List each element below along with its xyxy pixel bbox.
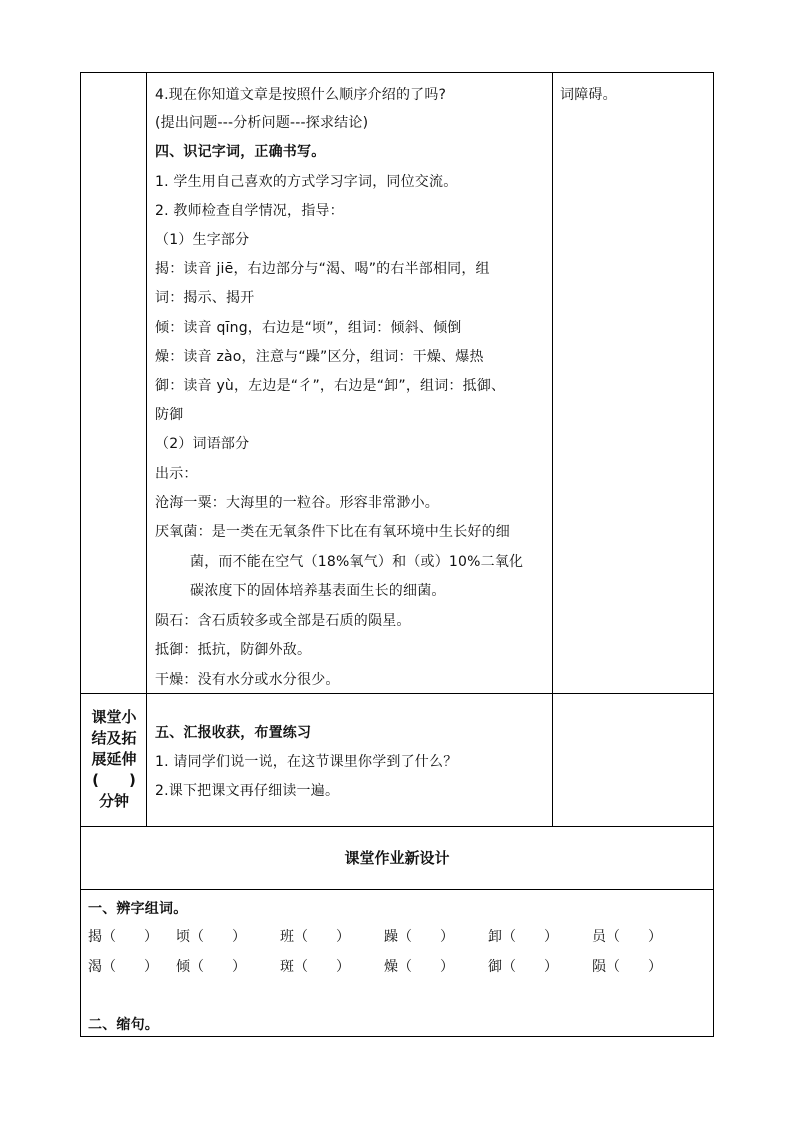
body-line: 1. 请同学们说一说，在这节课里你学到了什么？: [155, 754, 458, 770]
row-divider-top: [80, 72, 714, 73]
exercise-item: 躁（ ）: [384, 929, 454, 945]
exercise-item: 陨（ ）: [592, 959, 662, 975]
right-column-note: 词障碍。: [560, 87, 617, 103]
body-line: 防御: [155, 407, 184, 423]
row-divider-bottom: [80, 1036, 714, 1037]
exercise-item: 倾（ ）: [176, 959, 246, 975]
exercise-item: 渴（ ）: [88, 959, 158, 975]
row-divider-3: [80, 889, 714, 890]
homework-part1-title: 一、辨字组词。: [88, 901, 188, 917]
body-line: 陨石：含石质较多或全部是石质的陨星。: [155, 613, 411, 629]
body-line: 御：读音 yù，左边是“彳”，右边是“卸”，组词：抵御、: [155, 378, 506, 394]
summary-row-label: [84, 707, 144, 812]
body-line: 干燥：没有水分或水分很少。: [155, 672, 340, 688]
body-line: 2.课下把课文再仔细读一遍。: [155, 783, 340, 799]
col-divider-right: [713, 72, 714, 1037]
exercise-row-1: [88, 927, 708, 947]
body-line: 词：揭示、揭开: [155, 290, 255, 306]
body-line: 揭：读音 jiē，右边部分与“渴、喝”的右半部相同，组: [155, 261, 490, 277]
body-line: 4.现在你知道文章是按照什么顺序介绍的了吗?: [155, 87, 447, 103]
body-line: 2. 教师检查自学情况，指导：: [155, 203, 344, 219]
body-line: （1）生字部分: [155, 232, 250, 248]
label-line: 课堂小: [91, 708, 137, 726]
label-line: 分钟: [98, 792, 129, 810]
body-line: （2）词语部分: [155, 436, 250, 452]
exercise-item: 御（ ）: [488, 959, 558, 975]
body-line: (提出问题---分析问题---探求结论): [155, 115, 369, 131]
label-line: ( ): [92, 771, 136, 789]
body-line: 倾：读音 qīng，右边是“顷”，组词：倾斜、倾倒: [155, 320, 462, 336]
body-line: 燥：读音 zào，注意与“躁”区分，组词：干燥、爆热: [155, 349, 484, 365]
exercise-item: 卸（ ）: [488, 929, 558, 945]
label-line: 展延伸: [91, 750, 137, 768]
body-line: 碳浓度下的固体培养基表面生长的细菌。: [190, 583, 446, 599]
exercise-item: 顷（ ）: [176, 929, 246, 945]
homework-part2-title: 二、缩句。: [88, 1017, 159, 1033]
body-line: 厌氧菌：是一类在无氧条件下比在有氧环境中生长好的细: [155, 524, 510, 540]
row-divider-1: [80, 693, 714, 694]
exercise-row-2: [88, 957, 708, 977]
homework-title: 课堂作业新设计: [344, 849, 450, 867]
row-divider-2: [80, 826, 714, 827]
section-heading: 四、识记字词，正确书写。: [155, 144, 326, 160]
exercise-item: 员（ ）: [592, 929, 662, 945]
col-divider-2: [552, 72, 553, 826]
body-line: 沧海一粟：大海里的一粒谷。形容非常渺小。: [155, 495, 439, 511]
body-line: 抵御：抵抗，防御外敌。: [155, 642, 312, 658]
body-line: 菌，而不能在空气（18%氧气）和（或）10%二氧化: [190, 554, 524, 570]
exercise-item: 班（ ）: [280, 929, 350, 945]
section-heading: 五、汇报收获，布置练习: [155, 725, 312, 741]
exercise-item: 斑（ ）: [280, 959, 350, 975]
body-line: 1. 学生用自己喜欢的方式学习字词，同位交流。: [155, 174, 458, 190]
col-divider-left: [80, 72, 81, 1037]
col-divider-1: [146, 72, 147, 826]
label-line: 结及拓: [91, 729, 137, 747]
exercise-item: 燥（ ）: [384, 959, 454, 975]
exercise-item: 揭（ ）: [88, 929, 158, 945]
body-line: 出示：: [155, 466, 198, 482]
